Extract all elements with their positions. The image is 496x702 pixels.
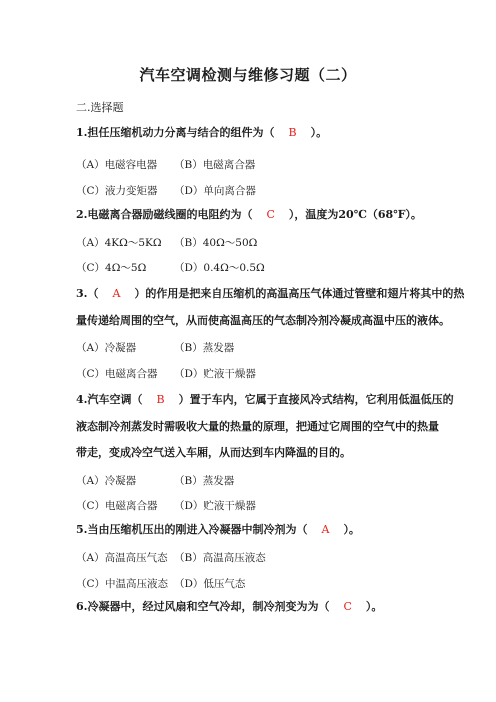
answer-mark: A bbox=[112, 287, 121, 300]
answer-mark: B bbox=[288, 126, 297, 139]
question-text bbox=[76, 393, 454, 407]
answer-option: （A）冷凝器 bbox=[76, 342, 137, 354]
answer-option: （D）贮液干燥器 bbox=[174, 368, 256, 380]
answer-option: （A）冷凝器 bbox=[76, 475, 137, 487]
answer-option: （A）4KΩ～5KΩ bbox=[76, 237, 162, 249]
question-text-segment: ）。 bbox=[343, 523, 360, 536]
answer-option: （C）中温高压液态 bbox=[76, 578, 169, 590]
question-text-segment: 3.（ bbox=[76, 287, 99, 300]
question-text bbox=[76, 600, 436, 614]
answer-mark: B bbox=[156, 393, 165, 406]
answer-option: （B）高温高压液态 bbox=[174, 552, 266, 564]
question-text-segment: ）。 bbox=[310, 126, 328, 139]
question-text bbox=[76, 126, 436, 140]
question-text-segment: 液态制冷剂蒸发时需吸收大量的热量的原理，把通过它周围的空气中的热量 bbox=[76, 420, 439, 433]
question-text bbox=[76, 446, 436, 460]
answer-option: （D）单向离合器 bbox=[174, 185, 256, 197]
answer-option: （C）电磁离合器 bbox=[76, 368, 158, 380]
question-text bbox=[76, 208, 436, 222]
answer-mark: C bbox=[266, 208, 275, 221]
question-text-segment: 2.电磁离合器励磁线圈的电阻约为（ bbox=[76, 208, 253, 221]
question-text-segment: ）置于车内，它属于直接风冷式结构，它利用低温低压的 bbox=[178, 393, 454, 406]
question-text-segment: 1.担任压缩机动力分离与结合的组件为（ bbox=[76, 126, 275, 139]
question-text-segment: ），温度为20℃（68℉）。 bbox=[288, 208, 422, 221]
answer-option: （D）0.4Ω～0.5Ω bbox=[174, 262, 265, 274]
question-text-segment: 带走，变成冷空气送入车厢，从而达到车内降温的目的。 bbox=[76, 446, 351, 459]
answer-mark: A bbox=[321, 523, 330, 536]
document-title: 汽车空调检测与维修习题（二） bbox=[139, 66, 357, 84]
section-heading: 二.选择题 bbox=[76, 101, 124, 114]
question-text bbox=[76, 523, 436, 537]
question-text-segment: 量传递给周围的空气，从而使高温高压的气态制冷剂冷凝成高温中压的液体。 bbox=[76, 314, 450, 327]
question-text-segment: 4.汽车空调（ bbox=[76, 393, 143, 406]
question-text bbox=[76, 287, 465, 301]
answer-option: （B）40Ω～50Ω bbox=[174, 237, 258, 249]
question-text bbox=[76, 314, 450, 328]
question-text-segment: 6.冷凝器中，经过风扇和空气冷却，制冷剂变为为（ bbox=[76, 600, 330, 613]
answer-option: （D）贮液干燥器 bbox=[174, 500, 256, 512]
answer-option: （C）液力变矩器 bbox=[76, 185, 158, 197]
answer-option: （B）蒸发器 bbox=[174, 475, 235, 487]
question-text-segment: ）的作用是把来自压缩机的高温高压气体通过管壁和翅片将其中的热 bbox=[134, 287, 465, 300]
answer-option: （C）4Ω～5Ω bbox=[76, 262, 147, 274]
answer-option: （A）高温高压气态 bbox=[76, 552, 168, 564]
question-text-segment: ）。 bbox=[365, 600, 383, 613]
answer-option: （C）电磁离合器 bbox=[76, 500, 158, 512]
answer-option: （B）蒸发器 bbox=[174, 342, 235, 354]
answer-option: （B）电磁离合器 bbox=[174, 159, 256, 171]
answer-option: （A）电磁容电器 bbox=[76, 159, 158, 171]
question-text bbox=[76, 420, 439, 434]
answer-option: （D）低压气态 bbox=[174, 578, 246, 590]
question-text-segment: 5.当由压缩机压出的刚进入冷凝器中制冷剂为（ bbox=[76, 523, 308, 536]
answer-mark: C bbox=[343, 600, 352, 613]
